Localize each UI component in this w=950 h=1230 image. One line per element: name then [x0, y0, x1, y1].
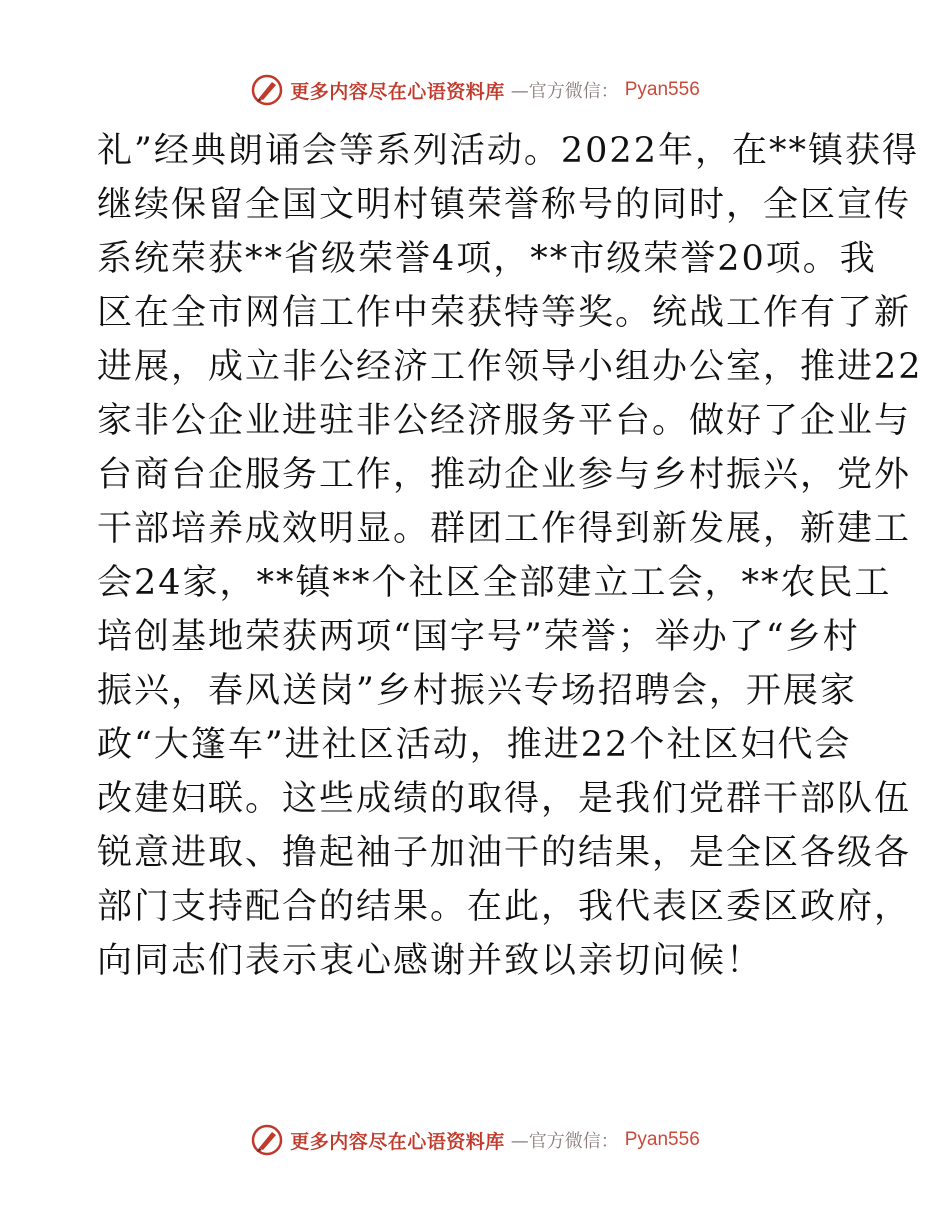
text-line: 向同志们表示衷心感谢并致以亲切问候！ — [97, 941, 764, 981]
text-line: 台商台企服务工作，推动企业参与乡村振兴，党外 — [97, 455, 912, 495]
document-body — [97, 124, 923, 988]
text-line: 继续保留全国文明村镇荣誉称号的同时，全区宣传 — [97, 185, 912, 225]
banner-prefix: 更多内容尽在心语资料库 — [290, 80, 505, 103]
text-line: 系统荣获**省级荣誉4项，**市级荣誉20项。我 — [97, 239, 877, 279]
banner-account: Pyan556 — [624, 79, 700, 100]
text-line: 区在全市网信工作中荣获特等奖。统战工作有了新 — [97, 293, 912, 333]
text-line: 会24家，**镇**个社区全部建立工会，**农民工 — [97, 563, 892, 603]
text-line: 改建妇联。这些成绩的取得，是我们党群干部队伍 — [97, 779, 912, 819]
banner-separator: —官方微信： — [510, 81, 619, 102]
text-line: 进展，成立非公经济工作领导小组办公室，推进22 — [97, 347, 923, 387]
header-watermark-banner — [0, 70, 950, 110]
pen-logo-icon — [250, 1123, 284, 1157]
text-line: 干部培养成效明显。群团工作得到新发展，新建工 — [97, 509, 912, 549]
text-line: 家非公企业进驻非公经济服务平台。做好了企业与 — [97, 401, 912, 441]
text-line: 礼”经典朗诵会等系列活动。2022年，在**镇获得 — [97, 131, 919, 171]
text-line: 振兴，春风送岗”乡村振兴专场招聘会，开展家 — [97, 671, 857, 711]
text-line: 部门支持配合的结果。在此，我代表区委区政府， — [97, 887, 912, 927]
banner-account: Pyan556 — [624, 1129, 700, 1150]
text-line: 政“大篷车”进社区活动，推进22个社区妇代会 — [97, 725, 852, 765]
banner-separator: —官方微信： — [510, 1131, 619, 1152]
pen-logo-icon — [250, 73, 284, 107]
text-line: 培创基地荣获两项“国字号”荣誉；举办了“乡村 — [97, 617, 860, 657]
footer-watermark-banner — [0, 1120, 950, 1160]
text-line: 锐意进取、撸起袖子加油干的结果，是全区各级各 — [97, 833, 912, 873]
banner-prefix: 更多内容尽在心语资料库 — [290, 1130, 505, 1153]
